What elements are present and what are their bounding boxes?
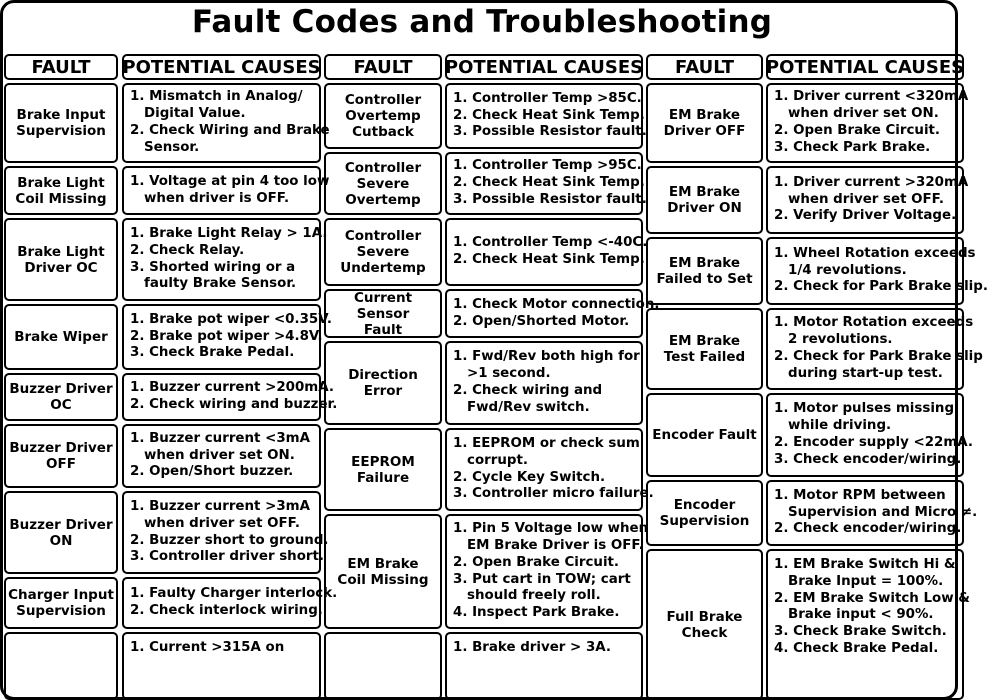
causes-cell [445,341,643,425]
fault-name: Brake Light Driver OC [17,243,105,276]
causes-list [774,174,969,225]
cause-line: 2. Check interlock wiring. [130,603,323,618]
causes-list [453,158,647,208]
causes-list [453,640,637,657]
cause-line: 2. Buzzer short to ground. [130,532,329,548]
cause-line: 1. EM Brake Switch Hi & [774,557,956,572]
causes-list [774,487,978,538]
cause-line: 1. EEPROM or check sum [453,435,640,451]
fault-header: FAULT [324,54,442,80]
causes-list [453,435,654,503]
fault-name-cell [324,341,442,425]
fault-name: Controller Severe Overtemp [344,159,422,208]
cause-line: 1. Pin 5 Voltage low when [453,521,649,537]
cause-line: 2. Open/Short buzzer. [130,464,294,480]
cause-line: 1. Controller Temp >85C. [453,90,642,106]
fault-name-cell [646,83,763,163]
causes-cell [445,218,648,286]
cause-line: Supervision and Micro ≠. [788,504,978,520]
cause-line: 2. Check Heat Sink Temp. [453,107,645,123]
cause-line: 1. Fwd/Rev both high for [453,349,640,365]
cause-line: 1. Brake driver > 3A. [453,640,611,655]
fault-name-cell [646,308,763,390]
fault-name: Buzzer Driver ON [9,516,113,549]
fault-name-cell [4,166,118,215]
cause-line: while driving. [788,418,892,434]
fault-name-cell [324,218,442,286]
cause-line: 3. Check Park Brake. [774,139,931,155]
causes-list [130,225,328,293]
causes-cell [766,308,983,390]
causes-header: POTENTIAL CAUSES [766,54,964,80]
causes-cell [766,166,969,234]
cause-line: 2. Open Brake Circuit. [453,554,620,570]
cause-line: 2. Check wiring and [453,383,603,398]
causes-list [130,173,330,208]
causes-cell [766,549,970,700]
cause-line: 1. Motor RPM between [774,487,946,503]
cause-line: when driver set ON. [788,106,939,122]
causes-list [774,401,973,468]
causes-cell [122,166,330,215]
fault-name: Encoder Supervision [659,497,750,529]
fault-name-cell [324,152,442,215]
cause-line: 3. Controller micro failure. [453,486,654,502]
fault-name: Full Brake Check [666,608,743,641]
cause-line: 2. Verify Driver Voltage. [774,208,957,224]
causes-cell [122,491,329,574]
page-title: Fault Codes and Troubleshooting [191,4,773,40]
fault-name-cell [646,549,763,700]
fault-name: Encoder Fault [652,427,757,443]
cause-line: 2. Check for Park Brake slip [774,349,983,364]
fault-name-cell [4,304,118,370]
causes-cell [122,577,338,629]
causes-list [774,557,970,658]
fault-name-cell [4,424,118,488]
cause-line: 3. Put cart in TOW; cart [453,571,631,587]
causes-cell [122,304,332,370]
cause-line: 3. Controller driver short. [130,549,325,565]
cause-line: 3. Check encoder/wiring. [774,451,962,467]
fault-name: Current Sensor Fault [353,289,413,338]
cause-line: Sensor. [144,139,200,155]
causes-cell [445,83,647,149]
causes-cell [766,393,973,477]
causes-cell [445,289,660,338]
causes-cell [445,514,649,629]
causes-cell [122,83,330,163]
causes-cell [766,83,969,163]
cause-line: 3. Check Brake Pedal. [130,345,295,361]
causes-cell [445,632,643,700]
fault-name-cell [324,632,442,700]
fault-name: EEPROM Failure [351,453,415,486]
causes-list [130,380,338,414]
causes-list [130,498,329,566]
cause-line: faulty Brake Sensor. [144,276,297,292]
cause-line: 3. Shorted wiring or a [130,259,296,275]
causes-list [453,521,649,622]
cause-line: when driver set ON. [144,447,295,463]
causes-list [453,349,640,416]
cause-line: 1/4 revolutions. [788,262,907,278]
fault-name-cell [4,491,118,574]
cause-line: 1. Driver current >320mA [774,174,969,190]
fault-name-cell [4,83,118,163]
cause-line: 3. Possible Resistor fault. [453,124,647,140]
causes-list [130,431,315,481]
causes-header: POTENTIAL CAUSES [445,54,643,80]
cause-line: 2 revolutions. [788,332,893,348]
cause-line: should freely roll. [467,588,601,604]
causes-cell [766,237,988,305]
cause-line: 1. Buzzer current >200mA. [130,380,334,396]
cause-line: 2. Check encoder/wiring. [774,521,962,537]
causes-list [774,245,988,296]
fault-name: EM Brake Failed to Set [656,255,753,287]
fault-name: Controller Overtemp Cutback [344,92,422,140]
cause-line: 2. EM Brake Switch Low & [774,590,970,606]
causes-cell [445,428,654,511]
fault-name-cell [4,218,118,301]
fault-name-cell [4,373,118,421]
cause-line: when driver set OFF. [144,515,300,531]
causes-list [130,586,338,620]
fault-name-cell [4,577,118,629]
cause-line: 3. Check Brake Switch. [774,624,947,640]
cause-line: 4. Check Brake Pedal. [774,640,939,656]
cause-line: 2. Check Heat Sink Temp. [453,252,645,267]
fault-name: EM Brake Coil Missing [337,555,429,588]
cause-line: Brake Input = 100%. [788,573,944,589]
fault-name-cell [646,393,763,477]
cause-line: 1. Driver current <320mA [774,89,969,105]
cause-line: 3. Possible Resistor fault. [453,191,647,207]
cause-line: Digital Value. [144,106,246,122]
fault-name: Brake Light Coil Missing [15,174,107,207]
cause-line: 1. Voltage at pin 4 too low [130,173,330,189]
causes-cell [122,424,321,488]
cause-line: 1. Faulty Charger interlock. [130,586,338,602]
fault-name-cell [646,237,763,305]
fault-name: EM Brake Driver OFF [663,107,746,139]
fault-name: Buzzer Driver OC [9,381,113,413]
fault-name-cell [324,428,442,511]
cause-line: Fwd/Rev switch. [467,399,590,415]
cause-line: when driver is OFF. [144,190,290,206]
cause-line: 2. Encoder supply <22mA. [774,435,973,450]
causes-cell [445,152,647,215]
cause-line: 4. Inspect Park Brake. [453,605,620,621]
cause-line: 2. Check wiring and buzzer. [130,397,338,412]
cause-line: 2. Cycle Key Switch. [453,469,606,485]
causes-list [774,315,983,382]
cause-line: 1. Buzzer current >3mA [130,498,310,514]
fault-name: EM Brake Driver ON [667,184,742,216]
fault-name-cell [646,480,763,546]
fault-name-cell [324,83,442,149]
causes-cell [122,218,328,301]
cause-line: 1. Motor pulses missing [774,401,955,417]
causes-list [130,640,315,657]
cause-line: when driver set OFF. [788,191,944,207]
cause-line: 1. Motor Rotation exceeds [774,315,974,331]
cause-line: 1. Wheel Rotation exceeds [774,245,976,261]
causes-list [453,296,660,331]
fault-name: Controller Severe Undertemp [340,228,426,276]
causes-cell [122,373,338,421]
fault-name-cell [4,632,118,700]
cause-line: corrupt. [467,452,528,468]
causes-list [130,311,332,362]
fault-name: Buzzer Driver OFF [9,440,113,472]
fault-name: Direction Error [348,367,418,399]
causes-cell [766,480,978,546]
fault-name: Brake Input Supervision [16,107,106,139]
cause-line: 1. Brake pot wiper <0.35V. [130,311,332,327]
cause-line: 2. Open Brake Circuit. [774,123,941,138]
cause-line: 2. Check Wiring and Brake [130,123,330,138]
cause-line: 1. Mismatch in Analog/ [130,89,303,105]
cause-line: 1. Current >315A on [130,640,285,655]
cause-line: EM Brake Driver is OFF. [467,537,644,553]
fault-header: FAULT [646,54,763,80]
fault-name-cell [646,166,763,234]
fault-name: Charger Input Supervision [8,587,114,619]
cause-line: 2. Check for Park Brake slip. [774,279,988,295]
causes-list [774,89,969,156]
fault-name: EM Brake Test Failed [663,333,746,365]
causes-list [453,90,647,141]
causes-list [453,235,648,269]
cause-line: during start-up test. [788,365,943,381]
fault-header: FAULT [4,54,118,80]
cause-line: 1. Brake Light Relay > 1A. [130,225,328,241]
cause-line: 1. Check Motor connection. [453,296,660,312]
cause-line: 1. Controller Temp <-40C. [453,235,648,251]
fault-name-cell [324,289,442,338]
cause-line: 1. Controller Temp >95C. [453,158,642,174]
cause-line: Brake input < 90%. [788,607,934,623]
fault-name-cell [324,514,442,629]
cause-line: 1. Buzzer current <3mA [130,430,310,446]
causes-header: POTENTIAL CAUSES [122,54,321,80]
fault-name: Brake Wiper [14,329,108,345]
causes-list [130,89,330,156]
cause-line: 2. Check Heat Sink Temp. [453,175,645,191]
cause-line: 2. Open/Shorted Motor. [453,313,630,329]
cause-line: 2. Brake pot wiper >4.8V. [130,328,323,344]
causes-cell [122,632,321,700]
cause-line: 2. Check Relay. [130,242,245,258]
cause-line: >1 second. [467,366,551,382]
